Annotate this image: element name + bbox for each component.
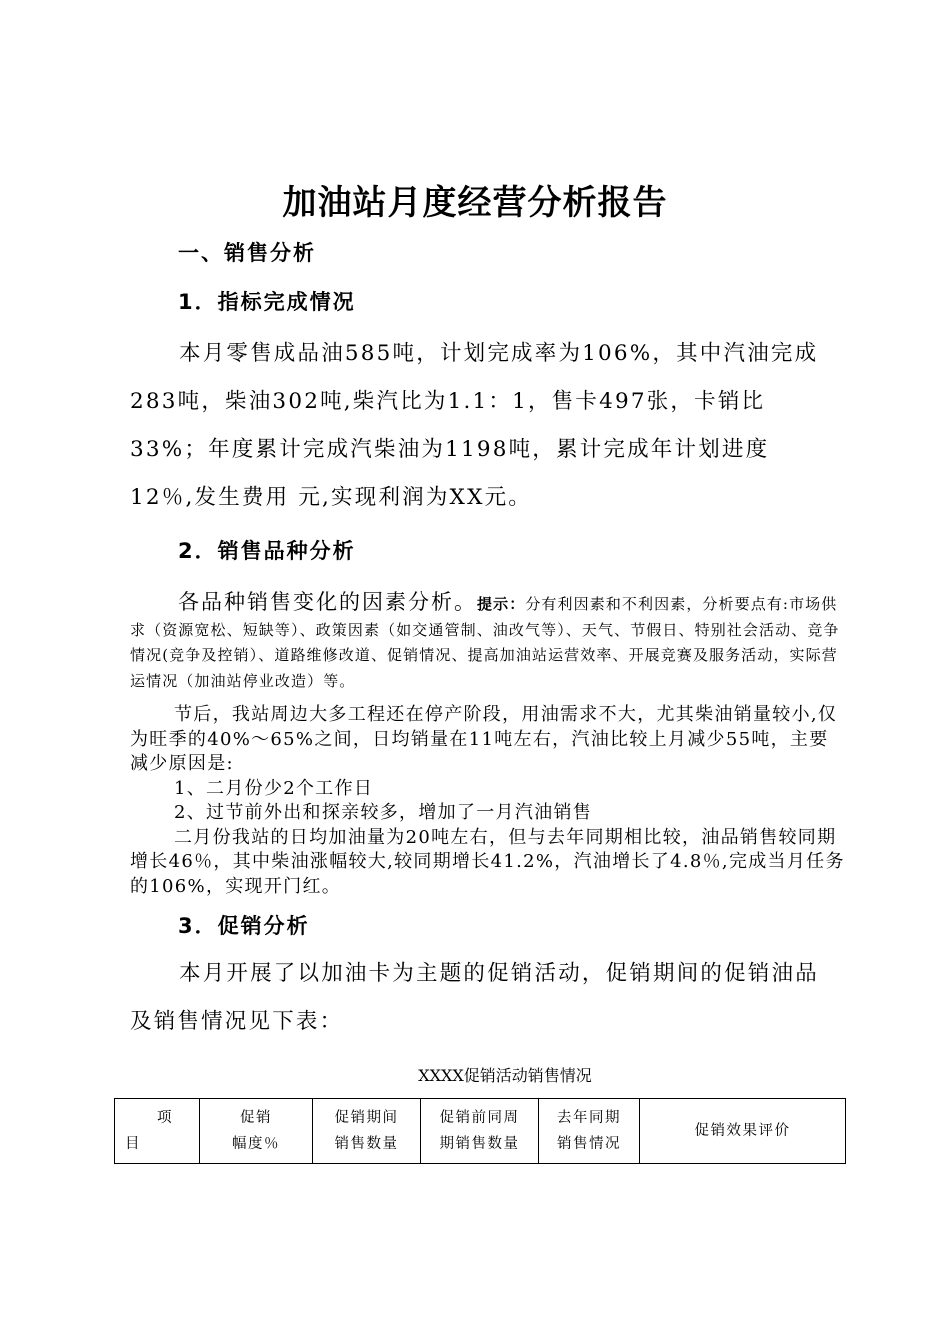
header-last-year-sales: 去年同期 销售情况 <box>539 1099 640 1164</box>
header-pre-promo-volume: 促销前同周 期销售数量 <box>421 1099 539 1164</box>
page-title: 加油站月度经营分析报告 <box>282 183 668 223</box>
indicators-text: 本月零售成品油585吨，计划完成率为106%，其中汽油完成283吨，柴油302吨,柴汽比为1.1：1，售卡497张，卡销比33%；年度累计完成汽柴油为1198吨，累计完成年计划进度12％,发生费用 元,实现利润为XX元。 <box>130 341 819 510</box>
subheading-product-analysis: 2．销售品种分析 <box>178 539 356 563</box>
table-caption: XXXX促销活动销售情况 <box>418 1066 592 1085</box>
hint-label: 提示： <box>477 595 526 613</box>
indicators-paragraph <box>130 330 830 522</box>
header-item: 项 目 <box>115 1099 200 1164</box>
product-analysis-para2: 二月份我站的日均加油量为20吨左右，但与去年同期相比较，油品销售较同期增长46％，其中柴油涨幅较大,较同期增长41.2%，汽油增长了4.8％,完成当月任务的106%，实现开门红。 <box>130 826 845 897</box>
promotion-sales-table <box>114 1098 846 1164</box>
header-promo-period-volume: 促销期间 销售数量 <box>313 1099 421 1164</box>
product-analysis-intro <box>130 590 846 694</box>
subheading-indicators: 1．指标完成情况 <box>178 290 356 314</box>
promotion-text: 本月开展了以加油卡为主题的促销活动，促销期间的促销油品及销售情况见下表： <box>130 961 819 1034</box>
subheading-promotion: 3．促销分析 <box>178 914 310 938</box>
header-discount: 促销 幅度％ <box>200 1099 313 1164</box>
promotion-paragraph <box>130 950 830 1046</box>
reason-item-2: 2、过节前外出和探亲较多，增加了一月汽油销售 <box>174 802 593 823</box>
product-analysis-lead: 各品种销售变化的因素分析。 <box>178 590 477 614</box>
reason-item-1: 1、二月份少2个工作日 <box>174 777 374 799</box>
product-analysis-para1: 节后，我站周边大多工程还在停产阶段，用油需求不大，尤其柴油销量较小,仅为旺季的40%～65%之间，日均销量在11吨左右，汽油比较上月减少55吨，主要减少原因是: <box>130 704 838 774</box>
section-heading-sales: 一、销售分析 <box>178 241 316 265</box>
header-effect-evaluation: 促销效果评价 <box>640 1099 846 1164</box>
table-header-row <box>115 1099 846 1164</box>
product-analysis-body <box>130 703 846 899</box>
hint-text: 分有利因素和不利因素，分析要点有:市场供求（资源宽松、短缺等）、政策因素（如交通管制、油改气等）、天气、节假日、特别社会活动、竞争情况(竞争及控销）、道路维修改道、促销情况、提高加油站运营效率、开展竞赛及服务活动，实际营运情况（加油站停业改造）等。 <box>130 595 840 690</box>
